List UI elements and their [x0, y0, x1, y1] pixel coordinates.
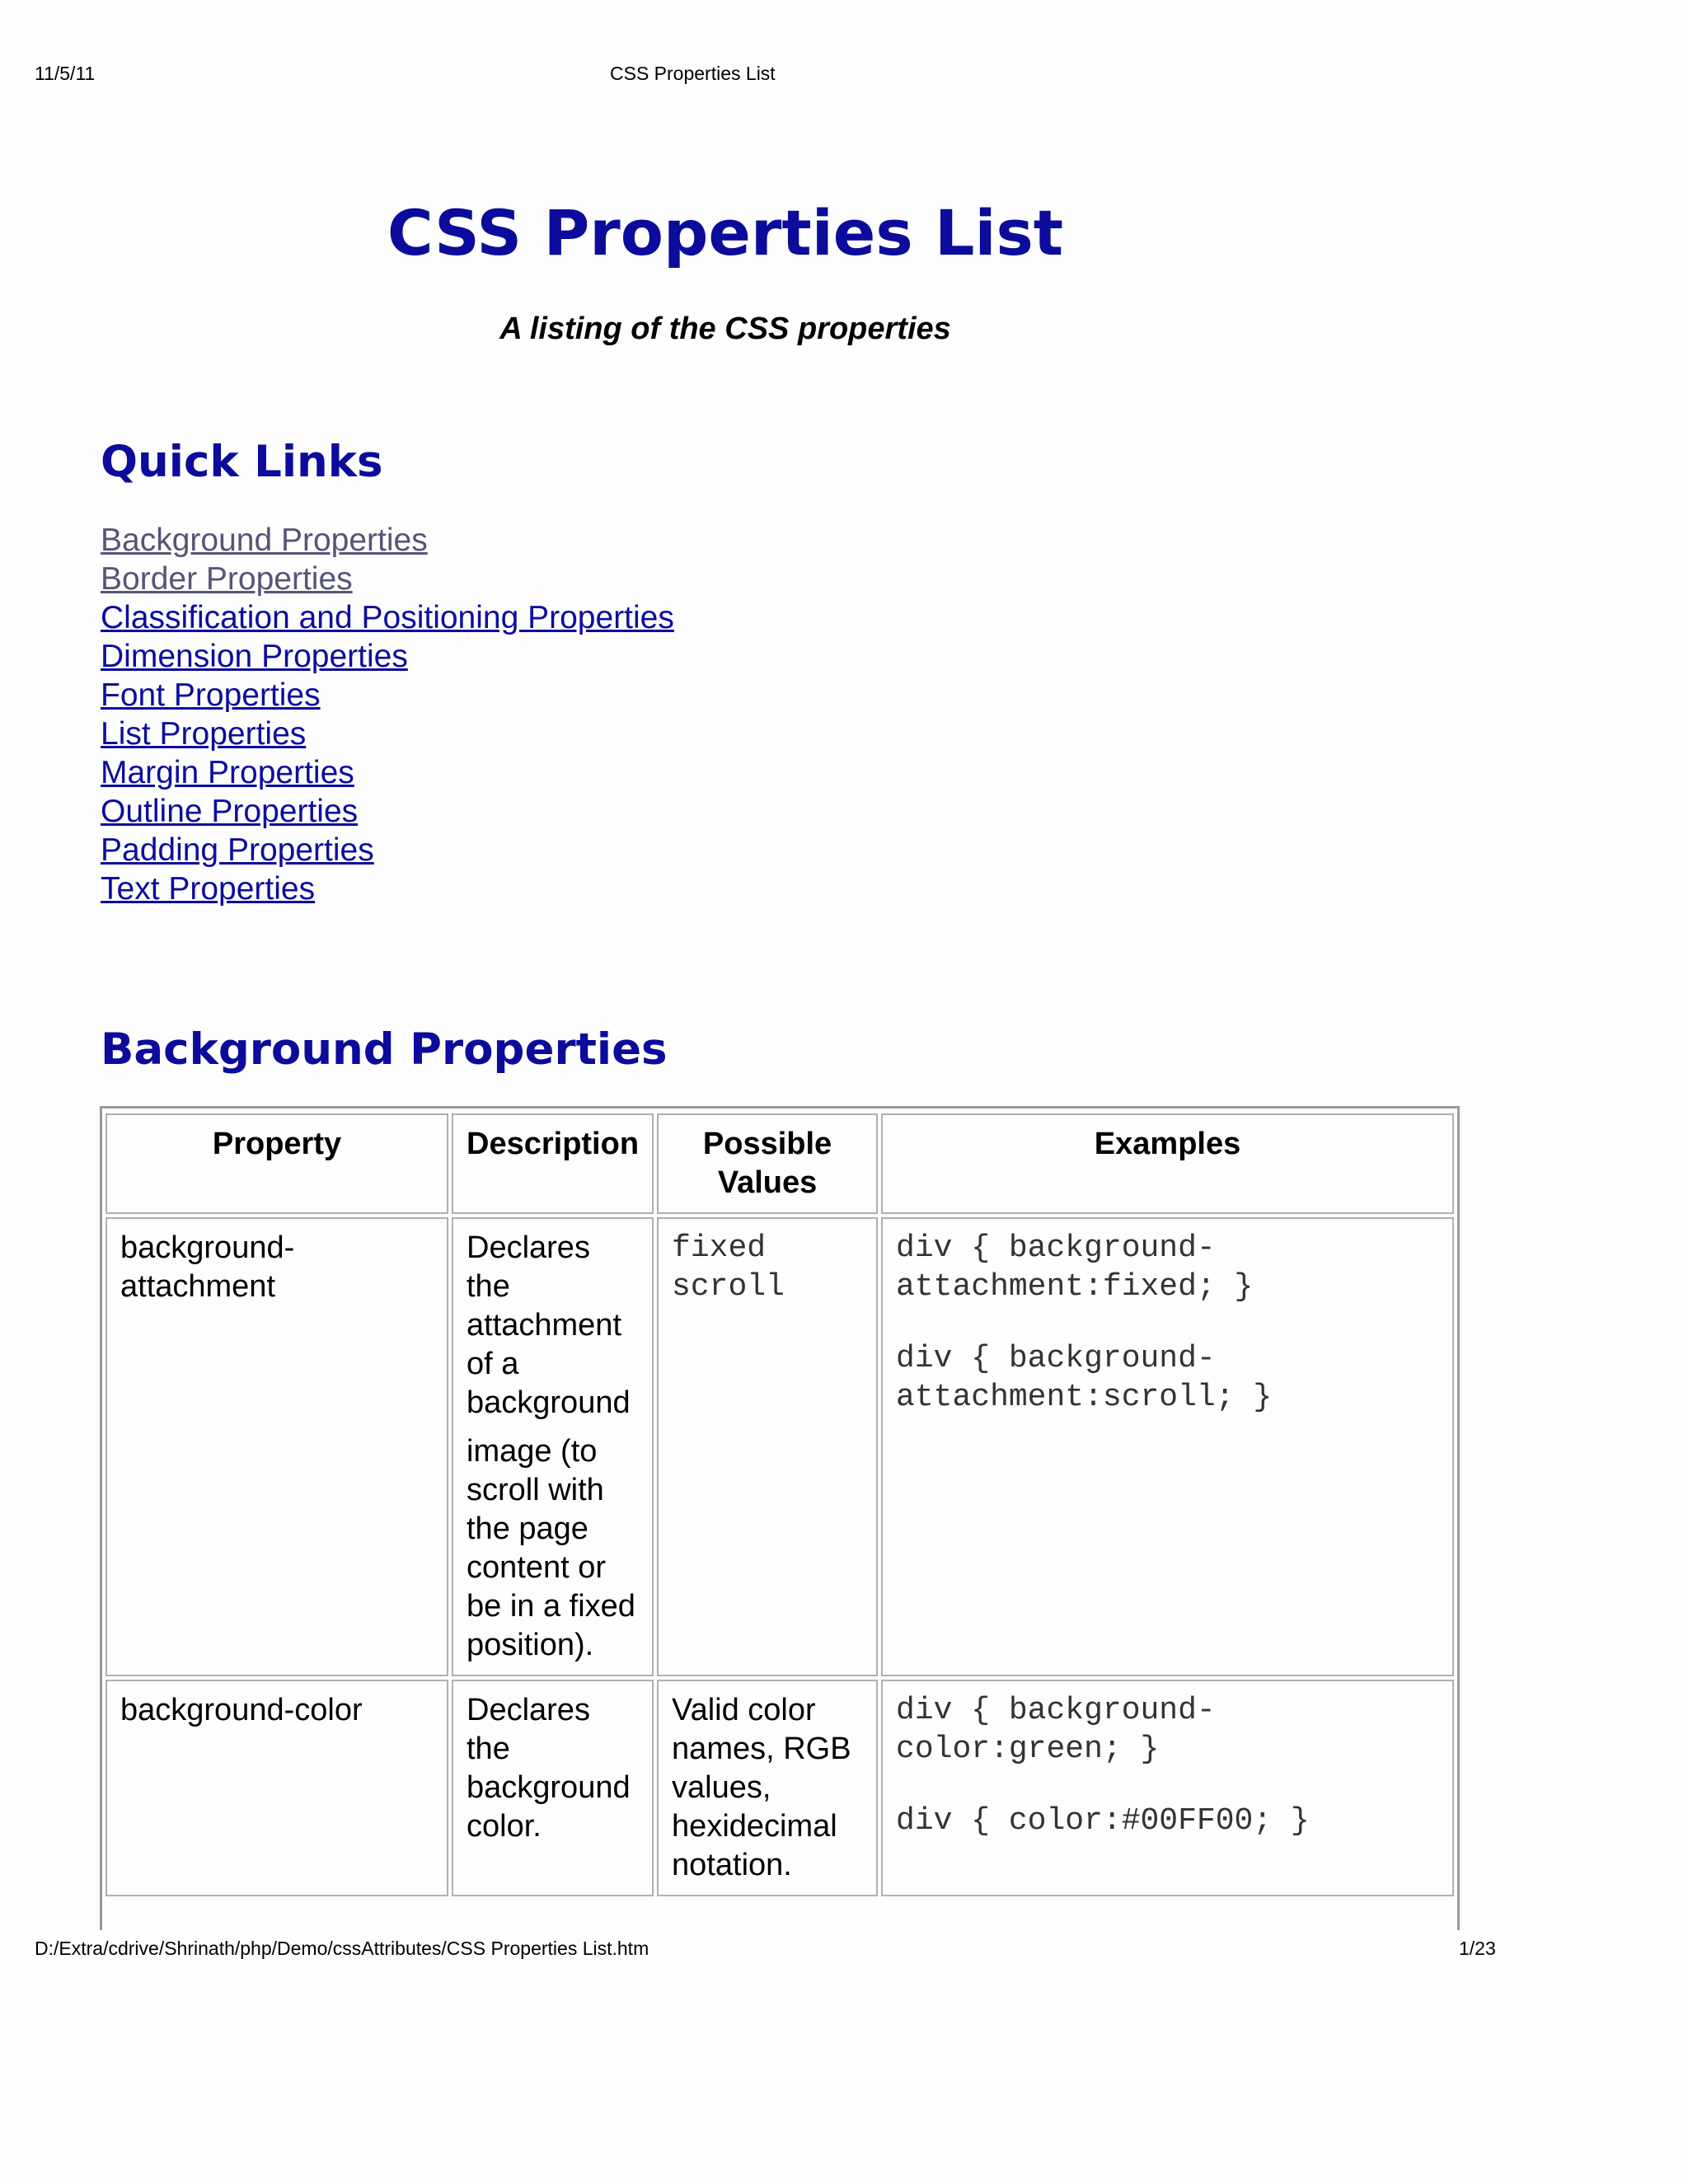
list-item	[101, 715, 674, 753]
description-cell	[452, 1217, 654, 1676]
possible-values-cell: Valid color names, RGB values, hexidecimal notation.	[657, 1680, 878, 1896]
link-classification-positioning-properties[interactable]: Classification and Positioning Properties	[101, 600, 674, 635]
example-code: div { background-color:green; }	[896, 1693, 1216, 1767]
property-cell: background-color	[106, 1680, 448, 1896]
print-footer-path: D:/Extra/cdrive/Shrinath/php/Demo/cssAttributes/CSS Properties List.htm	[35, 1938, 649, 1959]
quick-links-list	[101, 521, 674, 908]
print-date: 11/5/11	[35, 63, 96, 84]
possible-values-cell	[657, 1217, 878, 1676]
column-header-examples: Examples	[881, 1113, 1454, 1214]
link-border-properties[interactable]: Border Properties	[101, 561, 353, 597]
link-padding-properties[interactable]: Padding Properties	[101, 832, 374, 868]
description-cell: Declares the background color.	[452, 1680, 654, 1896]
link-outline-properties[interactable]: Outline Properties	[101, 794, 359, 829]
background-properties-heading: Background Properties	[101, 1024, 668, 1075]
background-properties-table	[102, 1110, 1457, 1900]
list-item	[101, 869, 674, 908]
link-text-properties[interactable]: Text Properties	[101, 871, 316, 907]
background-properties-table-frame	[100, 1106, 1460, 1930]
list-item	[101, 831, 674, 869]
list-item	[101, 521, 674, 560]
print-header-title: CSS Properties List	[610, 63, 776, 84]
example-code: div { background-attachment:fixed; }	[896, 1230, 1254, 1305]
link-margin-properties[interactable]: Margin Properties	[101, 755, 354, 790]
link-list-properties[interactable]: List Properties	[101, 716, 307, 752]
examples-cell	[881, 1680, 1454, 1896]
page-title: CSS Properties List	[387, 196, 1064, 269]
table-row	[106, 1217, 1454, 1676]
page-subtitle: A listing of the CSS properties	[499, 312, 951, 346]
quick-links-heading: Quick Links	[101, 437, 383, 487]
description-text: Declares the attachment of a background	[467, 1230, 631, 1420]
description-text: image (to scroll with the page content or be in a fixed position).	[467, 1434, 635, 1662]
link-font-properties[interactable]: Font Properties	[101, 677, 321, 713]
list-item	[101, 560, 674, 598]
example-code: div { color:#00FF00; }	[896, 1803, 1310, 1839]
list-item	[101, 598, 674, 637]
list-item	[101, 753, 674, 792]
column-header-description: Description	[452, 1113, 654, 1214]
list-item	[101, 676, 674, 715]
link-background-properties[interactable]: Background Properties	[101, 523, 428, 558]
examples-cell	[881, 1217, 1454, 1676]
column-header-property: Property	[106, 1113, 448, 1214]
list-item	[101, 637, 674, 676]
table-row	[106, 1680, 1454, 1896]
property-cell: background-attachment	[106, 1217, 448, 1676]
example-code: div { background-attachment:scroll; }	[896, 1341, 1273, 1415]
table-header-row	[106, 1113, 1454, 1214]
list-item	[101, 792, 674, 831]
value-item: scroll	[672, 1269, 785, 1305]
column-header-possible-values: Possible Values	[657, 1113, 878, 1214]
print-page-number: 1/23	[1459, 1938, 1496, 1959]
value-item: fixed	[672, 1230, 767, 1266]
link-dimension-properties[interactable]: Dimension Properties	[101, 639, 408, 674]
